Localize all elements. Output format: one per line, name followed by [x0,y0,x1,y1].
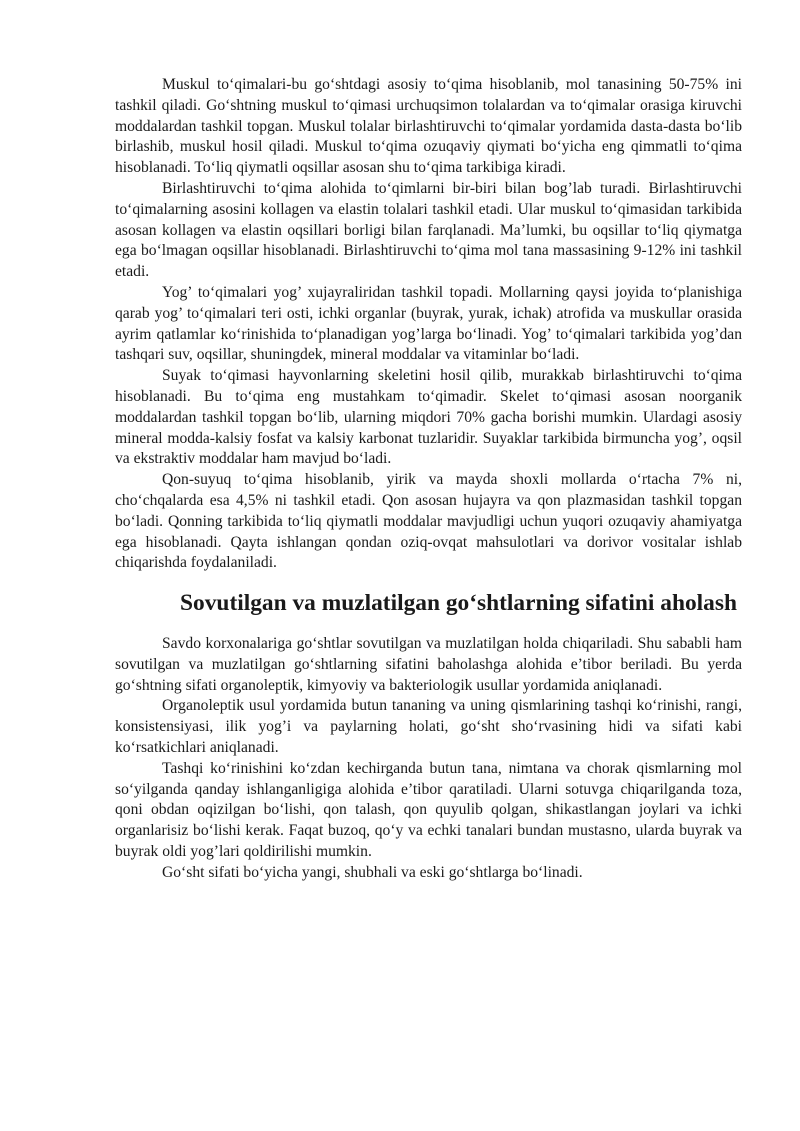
paragraph-bone-tissue: Suyak to‘qimasi hayvonlarning skeletini hosil qilib, murakkab birlashtiruvchi to‘qima hisoblanadi. Bu to‘qima eng mustahkam to‘qimadir. Skelet to‘qimasi asosan noorganik moddalardan tashkil topgan bo‘lib, ularning miqdori 70% gacha borishi mumkin. Ulardagi asosiy mineral modda-kalsiy fosfat va kalsiy karbonat tuzlaridir. Suyaklar tarkibida birmuncha yog’, oqsil va ekstraktiv moddalar ham mavjud bo‘ladi. [115,367,742,468]
paragraph-external-appearance: Tashqi ko‘rinishini ko‘zdan kechirganda butun tana, nimtana va chorak qismlarning mol so‘yilganda qanday ishlanganligiga alohida e’tibor qaratiladi. Ularni sotuvga chiqarilganda toza, qoni obdan oqizilgan bo‘lishi, qon talash, qon quyulib qolgan, shikastlangan joylari va ichki organlarisiz bo‘lishi kerak. Faqat buzoq, qo‘y va echki tanalari bundan mustasno, ularda buyrak va buyrak oldi yog’lari qoldirilishi mumkin. [115,759,742,860]
paragraph-quality-classes: Go‘sht sifati bo‘yicha yangi, shubhali va eski go‘shtlarga bo‘linadi. [162,863,583,881]
section-heading: Sovutilgan va muzlatilgan go‘shtlarning sifatini aholash [180,590,737,617]
paragraph-connective-tissue: Birlashtiruvchi to‘qima alohida to‘qimlarni bir-biri bilan bog’lab turadi. Birlashtiruvchi to‘qimalarning asosini kollagen va elastin tolalari tashkil etadi. Ular muskul to‘qimasidan tarkibida asosan kollagen va elastin oqsillari borligi bilan farqlanadi. Ma’lumki, bu oqsillar to‘liq qiymatga ega bo‘lmagan oqsillar hisoblanadi. Birlashtiruvchi to‘qima mol tana massasining 9-12% ini tashkil etadi. [115,179,742,281]
paragraph-fat-tissue: Yog’ to‘qimalari yog’ xujayraliridan tashkil topadi. Mollarning qaysi joyida to‘planishiga qarab yog’ to‘qimalari teri osti, ichki organlar (buyrak, yurak, ichak) atrofida va muskullar orasida ayrim qatlamlar ko‘rinishida to‘planadigan yog’larga bo‘linadi. Yog’ to‘qimalari tarkibida yog’dan tashqari suv, oqsillar, shuningdek, mineral moddalar va vitaminlar bo‘ladi. [115,283,742,364]
paragraph-trade-enterprises: Savdo korxonalariga go‘shtlar sovutilgan va muzlatilgan holda chiqariladi. Shu sababli ham sovutilgan va muzlatilgan go‘shtlarning sifatini baholashga alohida e’tibor beriladi. Bu yerda go‘shtning sifati organoleptik, kimyoviy va bakteriologik usullar yordamida aniqlanadi. [115,634,742,694]
paragraph-muscle-tissue: Muskul to‘qimalari-bu go‘shtdagi asosiy to‘qima hisoblanib, mol tanasining 50-75% ini tashkil qiladi. Go‘shtning muskul to‘qimasi urchuqsimon tolalardan va to‘qimalar orasiga kiruvchi moddalardan tashkil topgan. Muskul tolalar birlashtiruvchi to‘qimalar yordamida dasta-dasta bo‘lib birlashib, muskul hosil qiladi. Muskul to‘qima ozuqaviy qiymati bo‘yicha eng qimmatli to‘qima hisoblanadi. To‘liq qiymatli oqsillar asosan shu to‘qima tarkibiga kiradi. [115,76,742,177]
document-page [115,75,742,883]
paragraph-blood: Qon-suyuq to‘qima hisoblanib, yirik va mayda shoxli mollarda o‘rtacha 7% ni, cho‘chqalarda esa 4,5% ni tashkil etadi. Qon asosan hujayra va qon plazmasidan tashkil topgan bo‘ladi. Qonning tarkibida to‘liq qiymatli moddalar mavjudligi uchun yuqori ozuqaviy ahamiyatga ega hisoblanadi. Qayta ishlangan qondan oziq-ovqat mahsulotlari va dorivor vositalar ishlab chiqarishda foydalaniladi. [115,471,742,572]
paragraph-organoleptic-method: Organoleptik usul yordamida butun tananing va uning qismlarining tashqi ko‘rinishi, rangi, konsistensiyasi, ilik yog’i va paylarning holati, go‘sht sho‘rvasining hidi va sifati kabi ko‘rsatkichlari aniqlanadi. [115,697,742,756]
